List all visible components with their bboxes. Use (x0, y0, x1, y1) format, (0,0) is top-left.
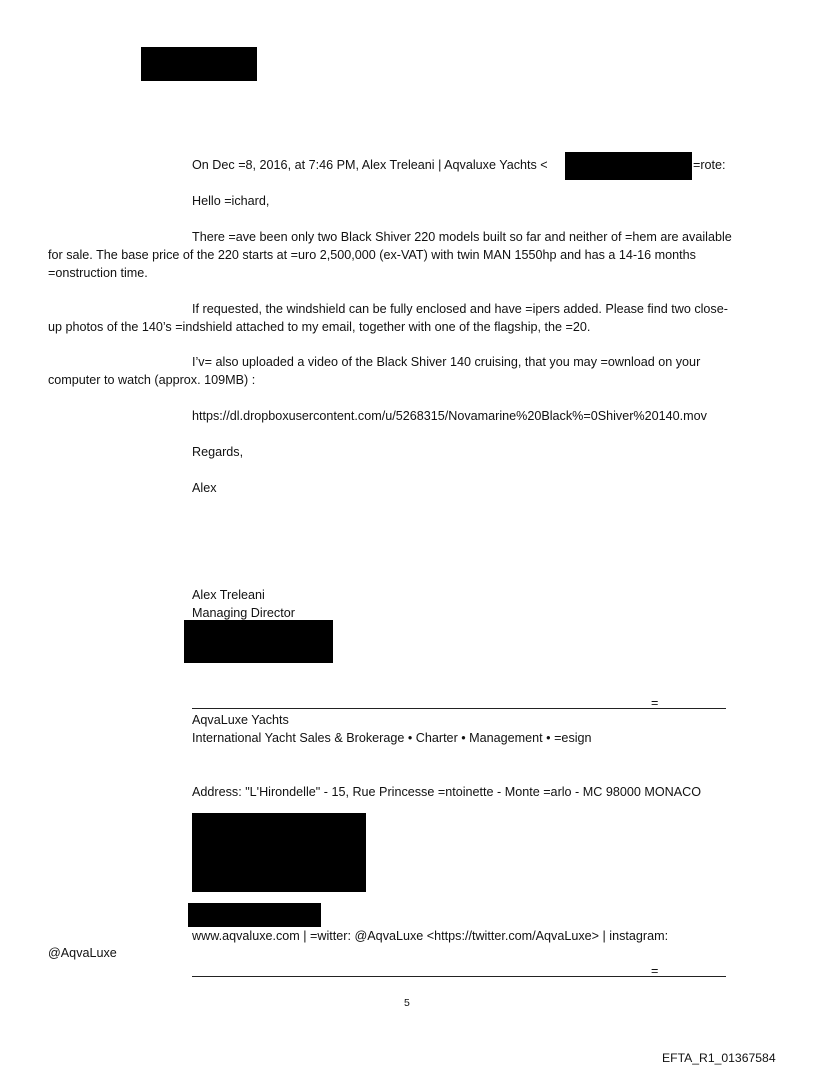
document-id: EFTA_R1_01367584 (662, 1051, 776, 1065)
company-services: International Yacht Sales & Brokerage • Charter • Management • =esign (192, 731, 592, 745)
paragraph-1-line-2: for sale. The base price of the 220 starts at =uro 2,500,000 (ex-VAT) with twin MAN 1550hp and has a 14-16 months (48, 248, 696, 262)
redaction-block-phone (188, 903, 321, 927)
paragraph-3-line-2: computer to watch (approx. 109MB) : (48, 373, 256, 387)
paragraph-2-line-1: If requested, the windshield can be fully enclosed and have =ipers added. Please find two close- (192, 302, 728, 316)
redaction-block-top (141, 47, 257, 81)
greeting: Hello =ichard, (192, 194, 270, 208)
page-number: 5 (404, 997, 410, 1009)
video-link[interactable]: https://dl.dropboxusercontent.com/u/5268315/Novamarine%20Black%=0Shiver%20140.mov (192, 409, 707, 423)
company-name: AqvaLuxe Yachts (192, 713, 289, 727)
paragraph-2-line-2: up photos of the 140’s =indshield attached to my email, together with one of the flagship, the =20. (48, 320, 591, 334)
paragraph-1-line-3: =onstruction time. (48, 266, 148, 280)
email-header-wrote: =rote: (693, 158, 726, 172)
signature-rule-bottom-marker: = (651, 964, 659, 978)
sign-off-name: Alex (192, 481, 217, 495)
email-header-line (192, 156, 548, 174)
company-address: Address: "L'Hirondelle" - 15, Rue Princesse =ntoinette - Monte =arlo - MC 98000 MONACO (192, 785, 702, 799)
paragraph-3-line-1: I’v= also uploaded a video of the Black Shiver 140 cruising, that you may =ownload on your (192, 355, 701, 369)
social-links[interactable]: www.aqvaluxe.com | =witter: @AqvaLuxe <https://twitter.com/AqvaLuxe> | instagram: (192, 929, 669, 943)
paragraph-1-line-1: There =ave been only two Black Shiver 220 models built so far and neither of =hem are available (192, 230, 732, 244)
signature-title: Managing Director (192, 606, 295, 620)
signature-rule-top (192, 708, 726, 709)
redaction-block-contact (184, 620, 333, 663)
closing: Regards, (192, 445, 244, 459)
signature-rule-bottom (192, 976, 726, 977)
redaction-block-email (565, 152, 692, 180)
social-links-wrap: @AqvaLuxe (48, 946, 117, 960)
email-header-date: On Dec =8, 2016, at 7:46 PM, Alex Treleani | Aqvaluxe Yachts < (192, 158, 548, 172)
signature-rule-top-marker: = (651, 696, 659, 710)
signature-name: Alex Treleani (192, 588, 265, 602)
redaction-block-address (192, 813, 366, 892)
